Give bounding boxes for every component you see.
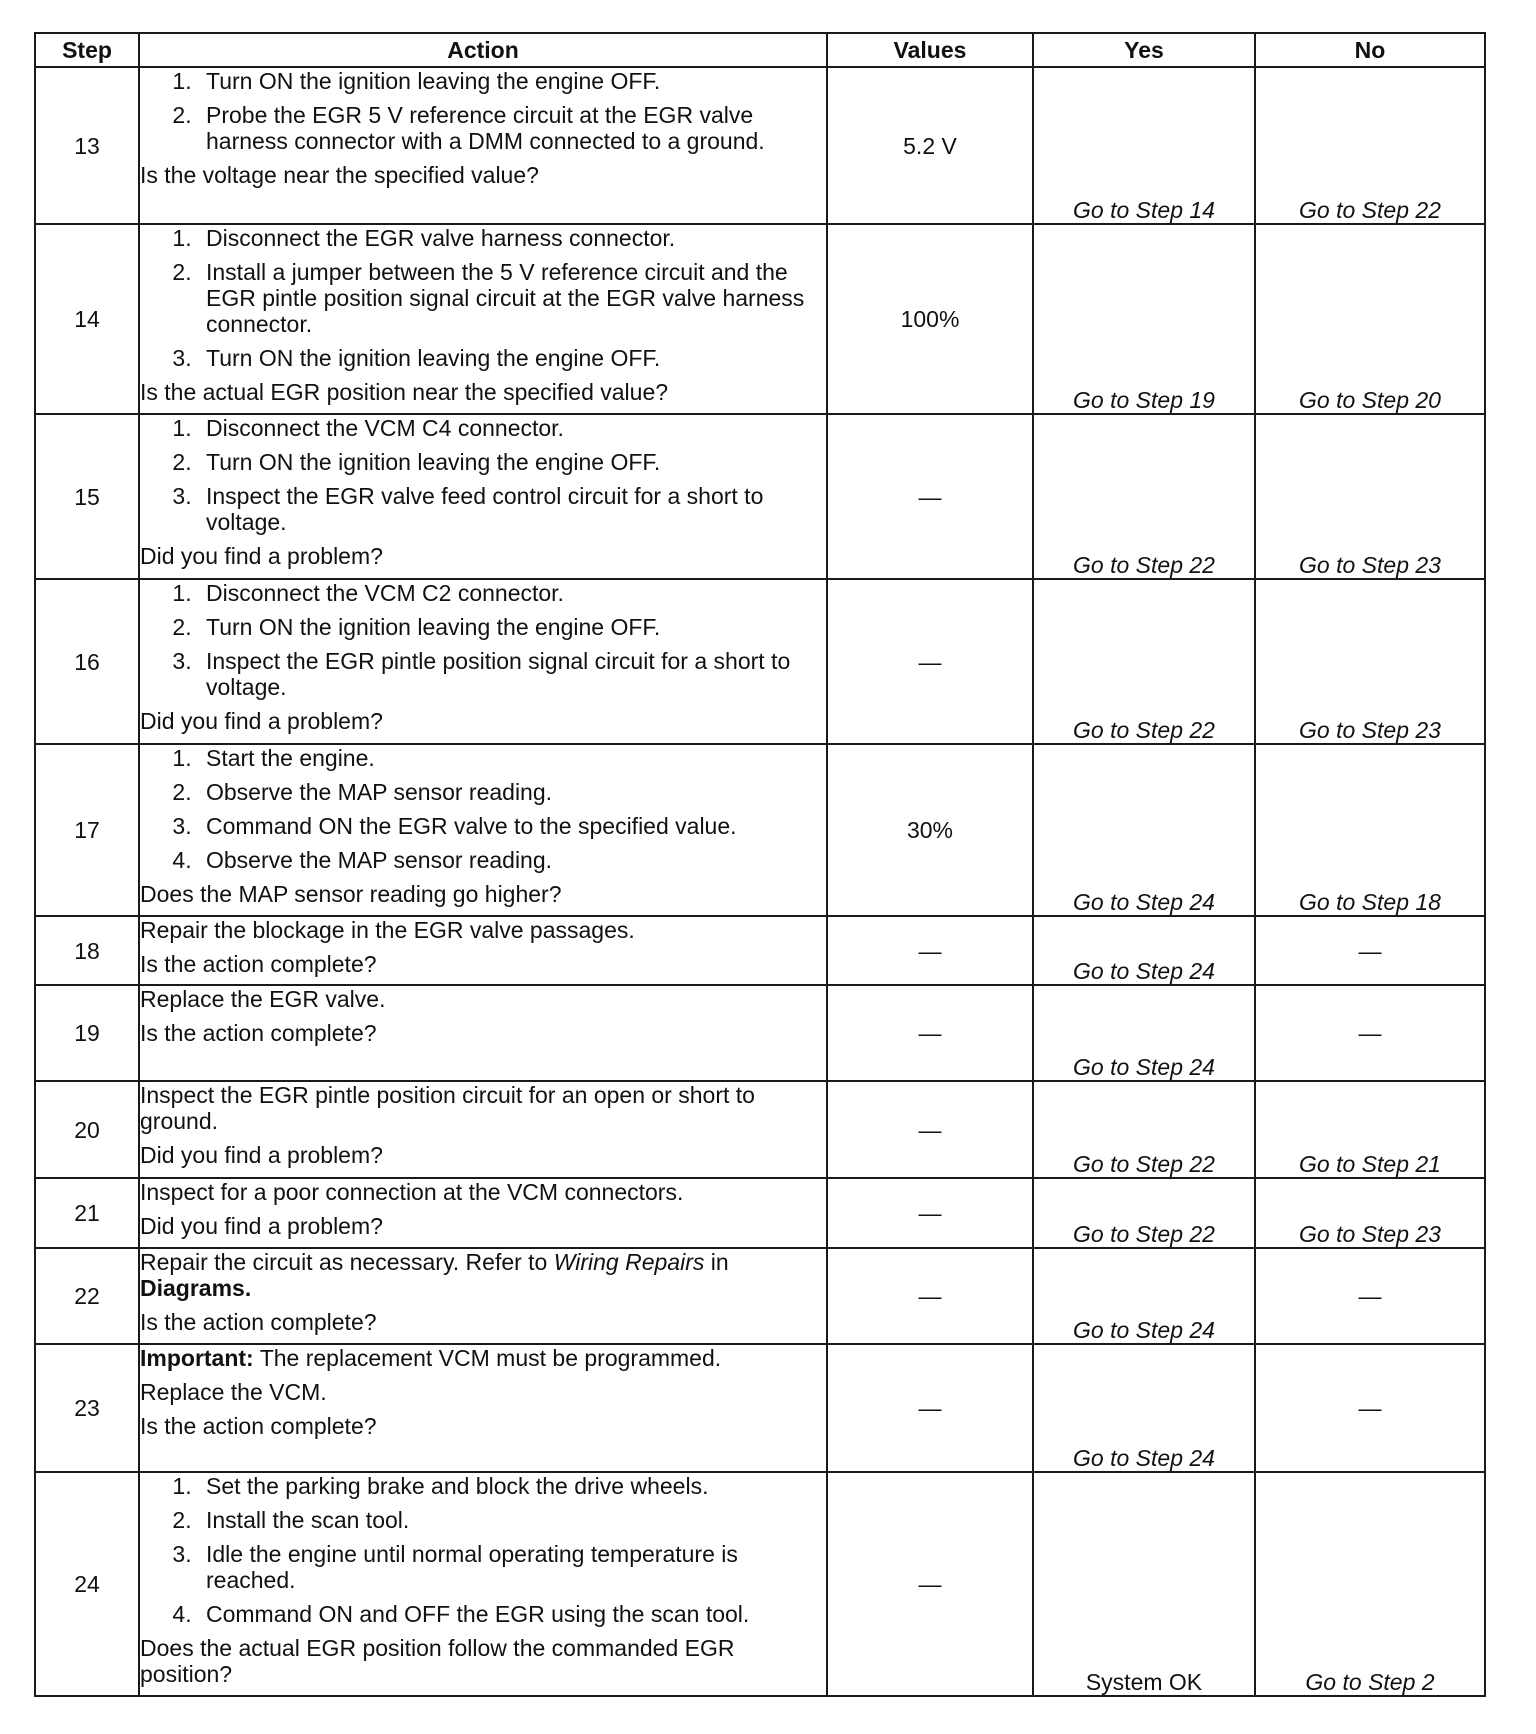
action-item: 1. Disconnect the EGR valve harness connector.	[198, 225, 826, 251]
action-cell	[139, 67, 827, 224]
yes-cell: Go to Step 14	[1033, 67, 1255, 224]
important-label: Important:	[140, 1345, 254, 1371]
action-text	[140, 1249, 826, 1301]
action-cell	[139, 1472, 827, 1696]
action-text: Inspect the EGR pintle position circuit for an open or short to ground.	[140, 1082, 755, 1134]
step-number: 13	[35, 67, 139, 224]
action-question: Is the action complete?	[140, 951, 377, 977]
action-list	[140, 415, 826, 535]
table-row	[35, 916, 1485, 985]
no-cell: Go to Step 23	[1255, 1178, 1485, 1248]
table-row	[35, 1178, 1485, 1248]
step-number: 14	[35, 224, 139, 414]
table-row	[35, 1472, 1485, 1696]
action-question: Did you find a problem?	[140, 708, 383, 734]
action-item: 3. Inspect the EGR pintle position signal circuit for a short to voltage.	[198, 648, 826, 700]
action-cell	[139, 224, 827, 414]
table-row	[35, 1248, 1485, 1344]
action-item: 1. Start the engine.	[198, 745, 826, 771]
action-text: Repair the blockage in the EGR valve passages.	[140, 917, 635, 943]
action-item: 2. Turn ON the ignition leaving the engine OFF.	[198, 614, 826, 640]
action-question: Did you find a problem?	[140, 1213, 383, 1239]
value-cell: —	[827, 1178, 1033, 1248]
diagrams-reference: Diagrams.	[140, 1275, 252, 1301]
action-list	[140, 1473, 826, 1627]
action-question: Does the actual EGR position follow the commanded EGR position?	[140, 1635, 735, 1687]
step-number: 17	[35, 744, 139, 916]
step-number: 24	[35, 1472, 139, 1696]
step-number: 19	[35, 985, 139, 1081]
step-number: 18	[35, 916, 139, 985]
action-text: Replace the EGR valve.	[140, 986, 386, 1012]
action-cell	[139, 1178, 827, 1248]
action-list	[140, 745, 826, 873]
yes-cell: Go to Step 24	[1033, 1248, 1255, 1344]
header-values: Values	[827, 33, 1033, 67]
table-row	[35, 744, 1485, 916]
action-cell	[139, 985, 827, 1081]
header-row	[35, 33, 1485, 67]
action-cell	[139, 1344, 827, 1472]
important-text: The replacement VCM must be programmed.	[253, 1345, 722, 1371]
table-row	[35, 224, 1485, 414]
wiring-repairs-reference: Wiring Repairs	[553, 1249, 705, 1275]
action-list	[140, 68, 826, 154]
table-row	[35, 1081, 1485, 1178]
diagnostic-steps-table	[34, 32, 1486, 1697]
action-question: Is the action complete?	[140, 1020, 377, 1046]
step-number: 15	[35, 414, 139, 579]
no-cell: Go to Step 2	[1255, 1472, 1485, 1696]
table-row	[35, 67, 1485, 224]
yes-cell: Go to Step 22	[1033, 579, 1255, 744]
action-cell	[139, 1081, 827, 1178]
value-cell: —	[827, 414, 1033, 579]
important-note	[140, 1345, 826, 1371]
action-item: 3. Command ON the EGR valve to the specified value.	[198, 813, 826, 839]
action-text-part: Repair the circuit as necessary. Refer to	[140, 1249, 554, 1275]
value-cell: 30%	[827, 744, 1033, 916]
no-cell: Go to Step 23	[1255, 579, 1485, 744]
action-item: 1. Turn ON the ignition leaving the engine OFF.	[198, 68, 826, 94]
no-cell: —	[1255, 916, 1485, 985]
action-item: 1. Disconnect the VCM C4 connector.	[198, 415, 826, 441]
value-cell: —	[827, 1344, 1033, 1472]
yes-cell: Go to Step 22	[1033, 1178, 1255, 1248]
action-question: Is the voltage near the specified value?	[140, 162, 539, 188]
step-number: 23	[35, 1344, 139, 1472]
yes-cell: Go to Step 24	[1033, 985, 1255, 1081]
no-cell: Go to Step 22	[1255, 67, 1485, 224]
no-cell: —	[1255, 1344, 1485, 1472]
system-ok-label: System OK	[1085, 1669, 1203, 1695]
action-question: Does the MAP sensor reading go higher?	[140, 881, 562, 907]
action-text: Inspect for a poor connection at the VCM connectors.	[140, 1179, 684, 1205]
step-number: 20	[35, 1081, 139, 1178]
header-action: Action	[139, 33, 827, 67]
action-item: 3. Idle the engine until normal operating temperature is reached.	[198, 1541, 826, 1593]
yes-cell: Go to Step 22	[1033, 1081, 1255, 1178]
yes-cell: Go to Step 24	[1033, 744, 1255, 916]
value-cell: 100%	[827, 224, 1033, 414]
action-cell	[139, 579, 827, 744]
table-row	[35, 1344, 1485, 1472]
action-question: Is the action complete?	[140, 1309, 377, 1335]
action-item: 4. Observe the MAP sensor reading.	[198, 847, 826, 873]
no-cell: —	[1255, 1248, 1485, 1344]
table-row	[35, 414, 1485, 579]
table-row	[35, 985, 1485, 1081]
no-cell: Go to Step 20	[1255, 224, 1485, 414]
yes-cell: Go to Step 19	[1033, 224, 1255, 414]
action-cell	[139, 916, 827, 985]
action-cell	[139, 744, 827, 916]
action-list	[140, 580, 826, 700]
action-item: 1. Set the parking brake and block the drive wheels.	[198, 1473, 826, 1499]
action-question: Is the action complete?	[140, 1413, 377, 1439]
value-cell: —	[827, 1081, 1033, 1178]
value-cell: —	[827, 1248, 1033, 1344]
no-cell: Go to Step 18	[1255, 744, 1485, 916]
no-cell: —	[1255, 985, 1485, 1081]
action-list	[140, 225, 826, 371]
action-question: Did you find a problem?	[140, 1142, 383, 1168]
action-item: 2. Observe the MAP sensor reading.	[198, 779, 826, 805]
action-item: 4. Command ON and OFF the EGR using the scan tool.	[198, 1601, 826, 1627]
yes-cell	[1033, 1472, 1255, 1696]
step-number: 21	[35, 1178, 139, 1248]
action-item: 3. Turn ON the ignition leaving the engine OFF.	[198, 345, 826, 371]
action-cell	[139, 1248, 827, 1344]
action-item: 3. Inspect the EGR valve feed control circuit for a short to voltage.	[198, 483, 826, 535]
value-cell: 5.2 V	[827, 67, 1033, 224]
value-cell: —	[827, 1472, 1033, 1696]
header-step: Step	[35, 33, 139, 67]
action-item: 2. Probe the EGR 5 V reference circuit at the EGR valve harness connector with a DMM connected to a ground.	[198, 102, 826, 154]
value-cell: —	[827, 579, 1033, 744]
action-question: Did you find a problem?	[140, 543, 383, 569]
value-cell: —	[827, 985, 1033, 1081]
header-no: No	[1255, 33, 1485, 67]
no-cell: Go to Step 23	[1255, 414, 1485, 579]
action-item: 2. Install a jumper between the 5 V reference circuit and the EGR pintle position signal circuit at the EGR valve harness connector.	[198, 259, 826, 337]
value-cell: —	[827, 916, 1033, 985]
action-item: 1. Disconnect the VCM C2 connector.	[198, 580, 826, 606]
action-text: Replace the VCM.	[140, 1379, 327, 1405]
step-number: 16	[35, 579, 139, 744]
step-number: 22	[35, 1248, 139, 1344]
header-yes: Yes	[1033, 33, 1255, 67]
action-item: 2. Turn ON the ignition leaving the engine OFF.	[198, 449, 826, 475]
action-cell	[139, 414, 827, 579]
yes-cell: Go to Step 22	[1033, 414, 1255, 579]
yes-cell: Go to Step 24	[1033, 1344, 1255, 1472]
table-row	[35, 579, 1485, 744]
action-text-part: in	[704, 1249, 729, 1275]
yes-cell: Go to Step 24	[1033, 916, 1255, 985]
no-cell: Go to Step 21	[1255, 1081, 1485, 1178]
action-item: 2. Install the scan tool.	[198, 1507, 826, 1533]
action-question: Is the actual EGR position near the specified value?	[140, 379, 669, 405]
